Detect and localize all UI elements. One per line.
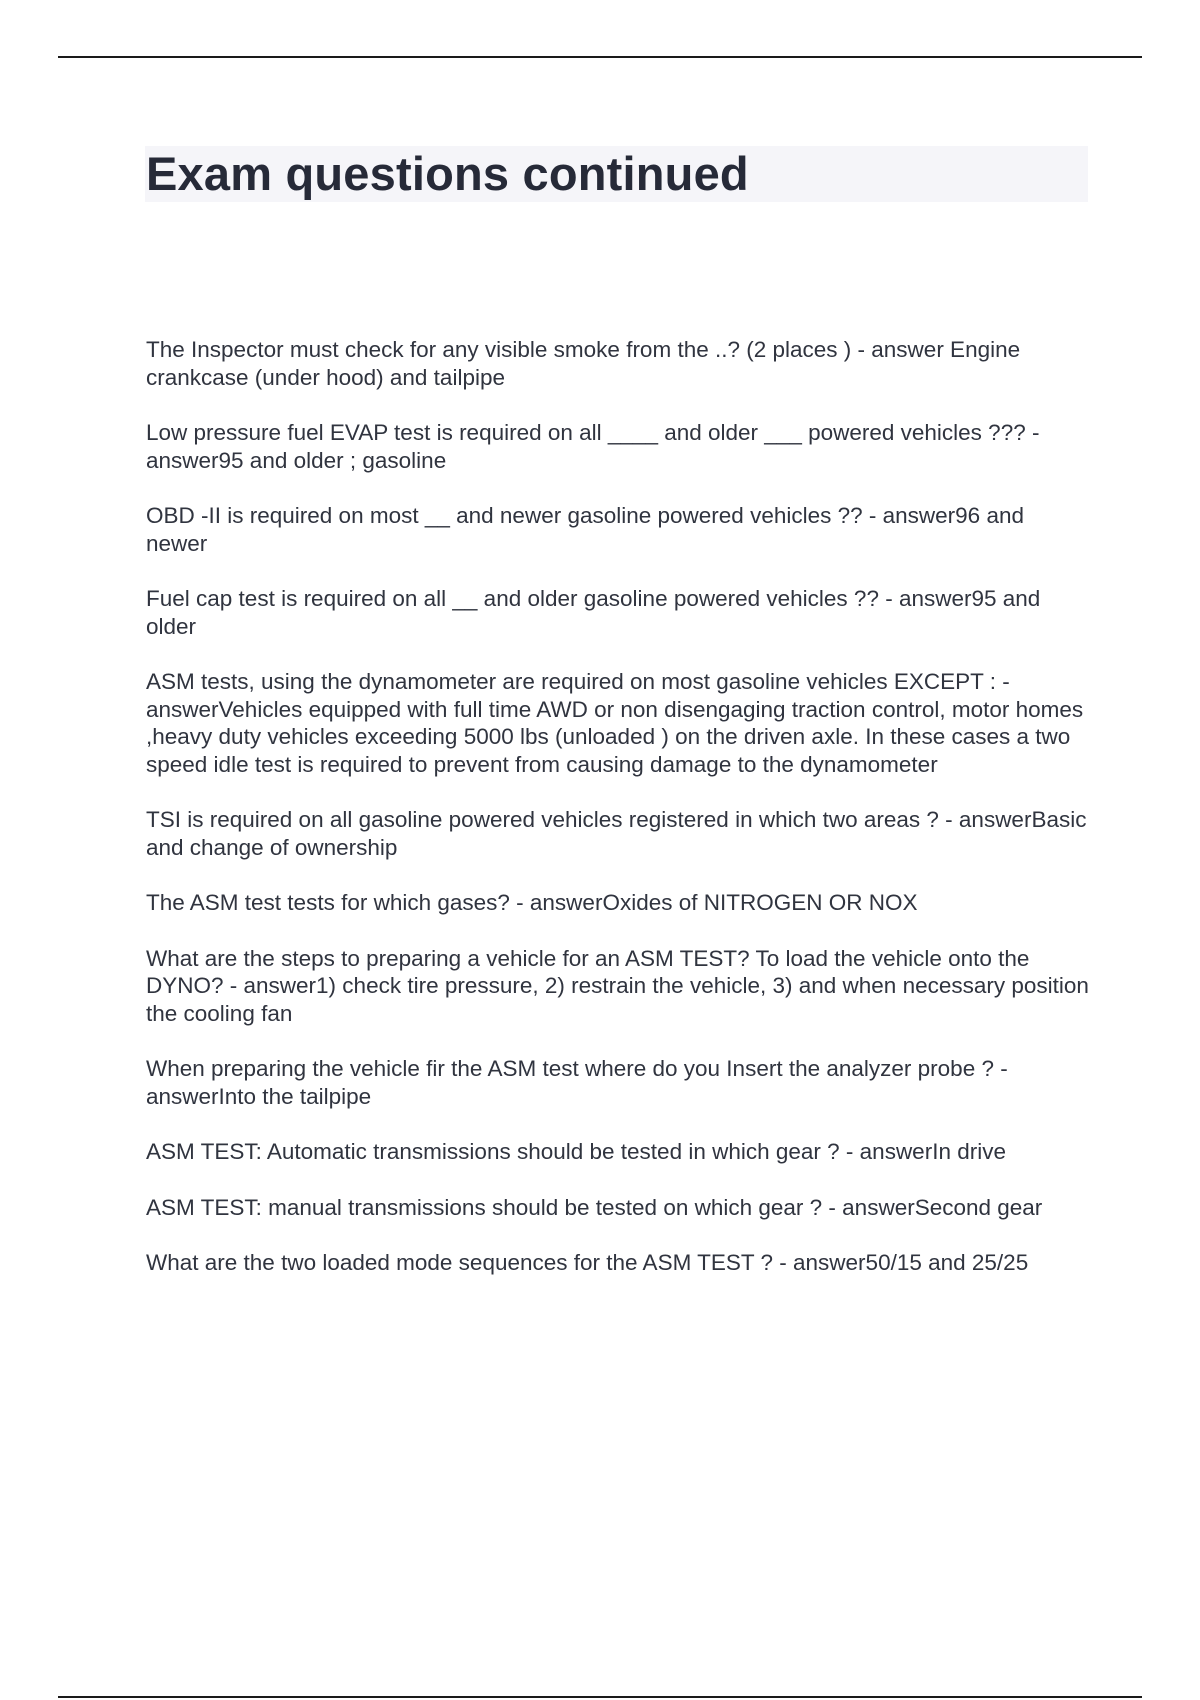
qa-item: ASM TEST: manual transmissions should be tested on which gear ? - answerSecond gear xyxy=(146,1194,1043,1220)
qa-item: TSI is required on all gasoline powered vehicles registered in which two areas ? - answerBasic and change of ownership xyxy=(146,807,1087,860)
top-rule xyxy=(58,56,1142,58)
page-title: Exam questions continued xyxy=(146,147,749,200)
qa-item: ASM tests, using the dynamometer are required on most gasoline vehicles EXCEPT : - answerVehicles equipped with full time AWD or non disengaging traction control, motor homes ,heavy duty vehicles exceeding 5000 lbs (unloaded ) on the driven axle. In these cases a two speed idle test is required to prevent from causing damage to the dynamometer xyxy=(146,669,1084,777)
qa-list xyxy=(146,336,1090,1305)
qa-item: What are the steps to preparing a vehicle for an ASM TEST? To load the vehicle onto the DYNO? - answer1) check tire pressure, 2) restrain the vehicle, 3) and when necessary position the cooling fan xyxy=(146,945,1089,1026)
qa-item: OBD -II is required on most __ and newer gasoline powered vehicles ?? - answer96 and newer xyxy=(146,503,1024,556)
bottom-rule xyxy=(58,1696,1142,1698)
qa-item: ASM TEST: Automatic transmissions should be tested in which gear ? - answerIn drive xyxy=(146,1139,1006,1164)
qa-item: When preparing the vehicle fir the ASM test where do you Insert the analyzer probe ? - answerInto the tailpipe xyxy=(146,1056,1008,1109)
qa-item: The ASM test tests for which gases? - answerOxides of NITROGEN OR NOX xyxy=(146,890,918,915)
qa-item: Low pressure fuel EVAP test is required on all ____ and older ___ powered vehicles ??? - answer95 and older ; gasoline xyxy=(146,420,1040,473)
qa-item: Fuel cap test is required on all __ and older gasoline powered vehicles ?? - answer95 and older xyxy=(146,586,1041,639)
qa-item: The Inspector must check for any visible smoke from the ..? (2 places ) - answer Engine crankcase (under hood) and tailpipe xyxy=(146,337,1021,390)
qa-item: What are the two loaded mode sequences for the ASM TEST ? - answer50/15 and 25/25 xyxy=(146,1250,1029,1275)
